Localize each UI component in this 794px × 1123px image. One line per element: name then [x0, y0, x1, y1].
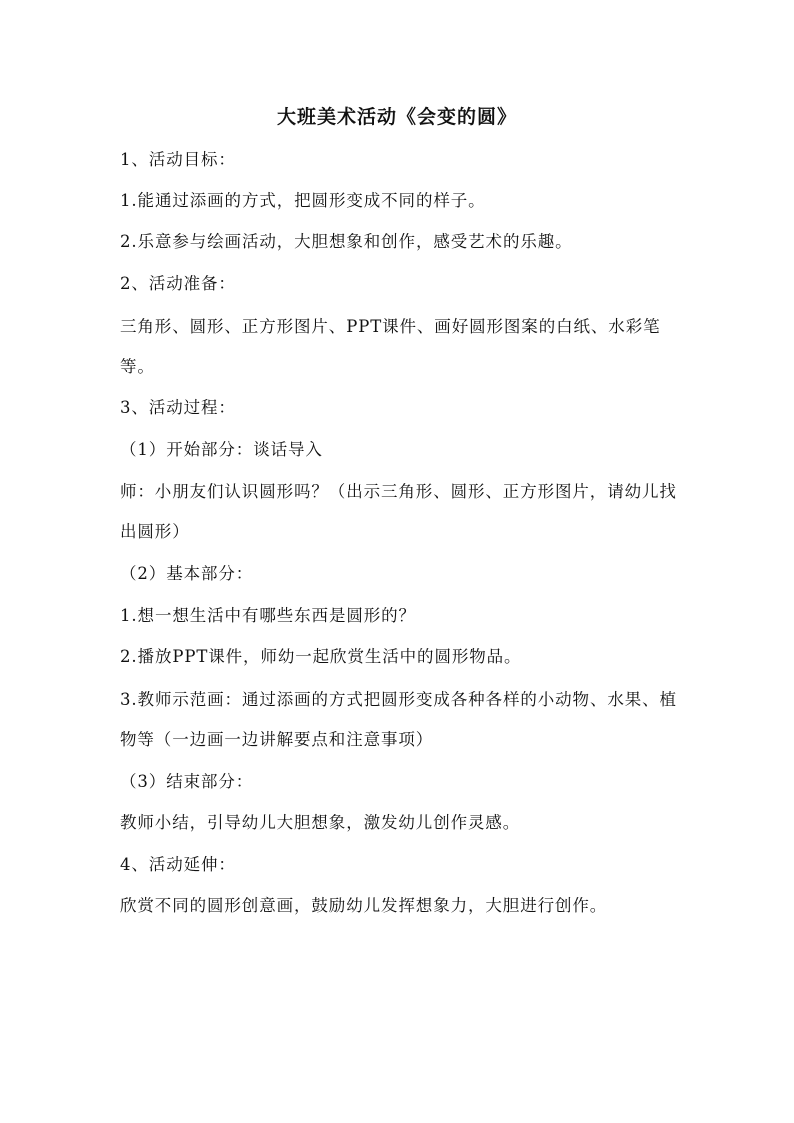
- preparation-paragraph: 三角形、圆形、正方形图片、PPT课件、画好圆形图案的白纸、水彩笔等。: [120, 317, 661, 376]
- goal-item-2: 2.乐意参与绘画活动，大胆想象和创作，感受艺术的乐趣。: [120, 232, 573, 251]
- section-1-heading: 1、活动目标：: [120, 150, 236, 169]
- part-3-paragraph: 教师小结，引导幼儿大胆想象，激发幼儿创作灵感。: [120, 813, 521, 832]
- part-2-heading: （2）基本部分：: [120, 564, 254, 583]
- goal-item-1: 1.能通过添画的方式，把圆形变成不同的样子。: [120, 191, 486, 210]
- part-2-item-3: 3.教师示范画：通过添画的方式把圆形变成各种各样的小动物、水果、植物等（一边画一边讲解要点和注意事项）: [120, 690, 677, 749]
- part-2-item-1: 1.想一想生活中有哪些东西是圆形的？: [120, 606, 416, 625]
- extension-paragraph: 欣赏不同的圆形创意画，鼓励幼儿发挥想象力，大胆进行创作。: [120, 896, 608, 915]
- page-title: 大班美术活动《会变的圆》: [276, 106, 517, 128]
- section-3-heading: 3、活动过程：: [120, 398, 236, 417]
- part-2-item-2: 2.播放PPT课件，师幼一起欣赏生活中的圆形物品。: [120, 647, 522, 666]
- section-2-heading: 2、活动准备：: [120, 274, 236, 293]
- section-4-heading: 4、活动延伸：: [120, 855, 236, 874]
- part-1-heading: （1）开始部分：谈话导入: [120, 440, 323, 459]
- part-1-paragraph: 师：小朋友们认识圆形吗？（出示三角形、圆形、正方形图片，请幼儿找出圆形）: [120, 482, 677, 541]
- part-3-heading: （3）结束部分：: [120, 772, 254, 791]
